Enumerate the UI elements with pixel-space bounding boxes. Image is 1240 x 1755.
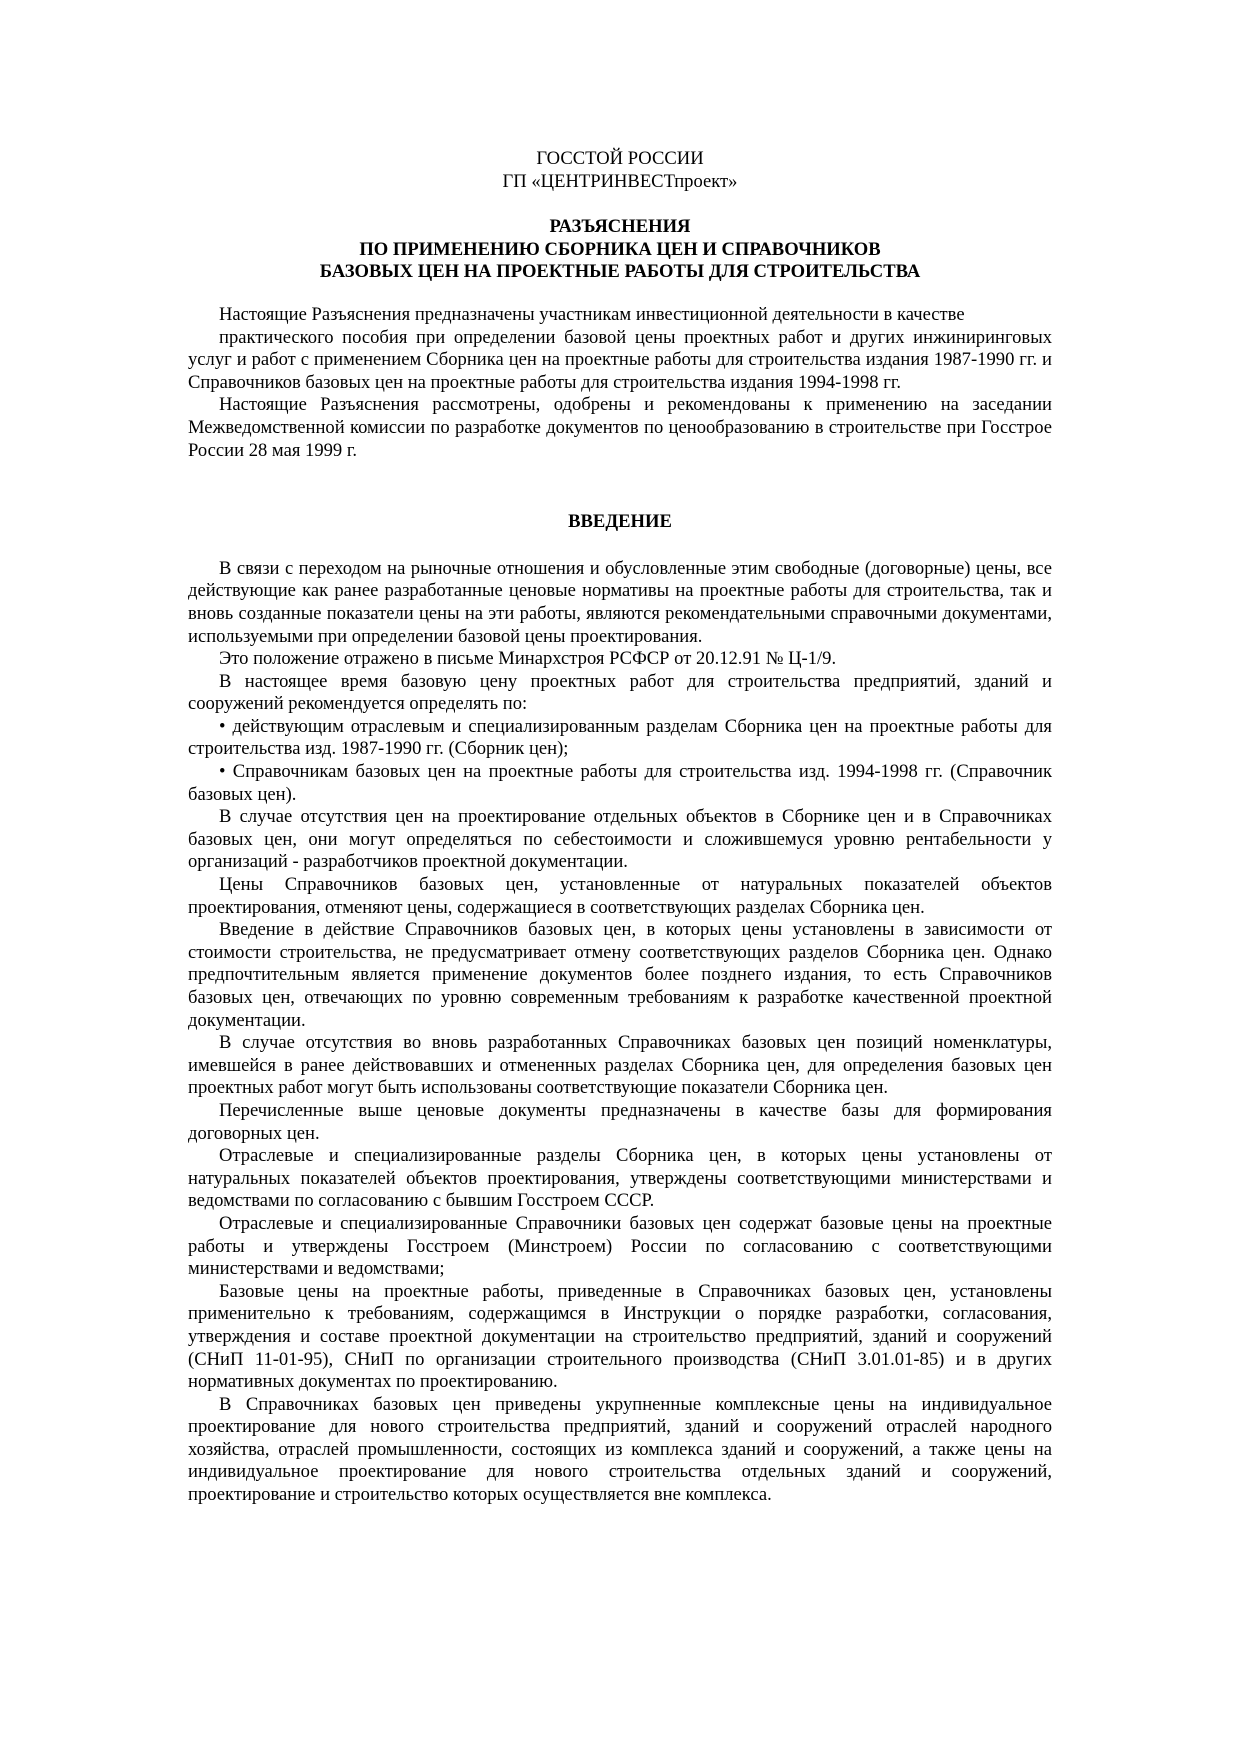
body-paragraph: Это положение отражено в письме Минархстроя РСФСР от 20.12.91 № Ц-1/9. xyxy=(219,648,837,670)
intro-paragraph-1-first-line: Настоящие Разъяснения предназначены участникам инвестиционной деятельности в качестве xyxy=(219,303,965,325)
body-paragraph: Цены Справочников базовых цен, установленные от натуральных показателей объектов проектирования, отменяют цены, содержащиеся в соответствующих разделах Сборника цен. xyxy=(188,874,1052,918)
body-paragraph: В связи с переходом на рыночные отношения и обусловленные этим свободные (договорные) цены, все действующие как ранее разработанные ценовые нормативы на проектные работы для строительства, так и вновь созданные показатели цены на эти работы, являются рекомендательными справочными документами, используемыми при определении базовой цены проектирования. xyxy=(188,557,1052,647)
title-line-2: ПО ПРИМЕНЕНИЮ СБОРНИКА ЦЕН И СПРАВОЧНИКОВ xyxy=(359,238,881,260)
section-heading: ВВЕДЕНИЕ xyxy=(568,511,672,533)
document-page xyxy=(188,148,1052,1507)
organization-name: ГОССТОЙ РОССИИ xyxy=(536,148,704,169)
body-paragraph: Отраслевые и специализированные Справочники базовых цен содержат базовые цены на проектные работы и утверждены Госстроем (Минстроем) России по согласованию с соответствующими министерствами и ведомствами; xyxy=(188,1212,1052,1280)
list-item: • действующим отраслевым и специализированным разделам Сборника цен на проектные работы для строительства изд. 1987-1990 гг. (Сборник цен); xyxy=(188,715,1052,760)
body-paragraph: В случае отсутствия во вновь разработанных Справочниках базовых цен позиций номенклатуры, имевшейся в ранее действовавших и отмененных разделах Сборника цен, для определения базовых цен проектных работ могут быть использованы соответствующие показатели Сборника цен. xyxy=(188,1032,1052,1099)
title-line-1: РАЗЪЯСНЕНИЯ xyxy=(549,216,691,238)
body-paragraph: Базовые цены на проектные работы, приведенные в Справочниках базовых цен, установлены применительно к требованиям, содержащимся в Инструкции о порядке разработки, согласования, утверждения и составе проектной документации на строительство предприятий, зданий и сооружений (СНиП 11-01-95), СНиП по организации строительного производства (СНиП 3.01.01-85) и в других нормативных документах по проектированию. xyxy=(188,1280,1052,1393)
organization-subname: ГП «ЦЕНТРИНВЕСТпроект» xyxy=(502,170,738,192)
list-item: • Справочникам базовых цен на проектные работы для строительства изд. 1994-1998 гг. (Справочник базовых цен). xyxy=(188,761,1052,805)
document-header xyxy=(188,148,1052,193)
intro-paragraph-2: Настоящие Разъяснения рассмотрены, одобрены и рекомендованы к применению на заседании Межведомственной комиссии по разработке документов по ценообразованию в строительстве при Госстрое России 28 мая 1999 г. xyxy=(188,394,1052,461)
title-line-3: БАЗОВЫХ ЦЕН НА ПРОЕКТНЫЕ РАБОТЫ ДЛЯ СТРОИТЕЛЬСТВА xyxy=(319,261,921,283)
intro-paragraph-1-rest: практического пособия при определении базовой цены проектных работ и других инжиниринговых услуг и работ с применением Сборника цен на проектные работы для строительства издания 1987-1990 гг. и Справочников базовых цен на проектные работы для строительства издания 1994-1998 гг. xyxy=(188,326,1052,393)
body-paragraph: Перечисленные выше ценовые документы предназначены в качестве базы для формирования договорных цен. xyxy=(188,1099,1052,1144)
document-title xyxy=(188,216,1052,284)
body-paragraph: В Справочниках базовых цен приведены укрупненные комплексные цены на индивидуальное проектирование для нового строительства предприятий, зданий и сооружений отраслей народного хозяйства, отраслей промышленности, состоящих из комплекса зданий и сооружений, а также цены на индивидуальное проектирование для нового строительства отдельных зданий и сооружений, проектирование и строительство которых осуществляется вне комплекса. xyxy=(188,1393,1052,1506)
section-body xyxy=(188,558,1052,1507)
body-paragraph: Введение в действие Справочников базовых цен, в которых цены установлены в зависимости от стоимости строительства, не предусматривает отмену соответствующих разделов Сборника цен. Однако предпочтительным является применение документов более позднего издания, то есть Справочников базовых цен, отвечающих по уровню современным требованиям к разработке качественной проектной документации. xyxy=(188,919,1052,1031)
intro-block xyxy=(188,304,1052,462)
body-paragraph: В случае отсутствия цен на проектирование отдельных объектов в Сборнике цен и в Справочниках базовых цен, они могут определяться по себестоимости и сложившемуся уровню рентабельности у организаций - разработчиков проектной документации. xyxy=(188,806,1052,873)
body-paragraph: Отраслевые и специализированные разделы Сборника цен, в которых цены установлены от натуральных показателей объектов проектирования, утверждены соответствующими министерствами и ведомствами по согласованию с бывшим Госстроем СССР. xyxy=(188,1145,1052,1212)
body-paragraph: В настоящее время базовую цену проектных работ для строительства предприятий, зданий и сооружений рекомендуется определять по: xyxy=(188,670,1052,715)
